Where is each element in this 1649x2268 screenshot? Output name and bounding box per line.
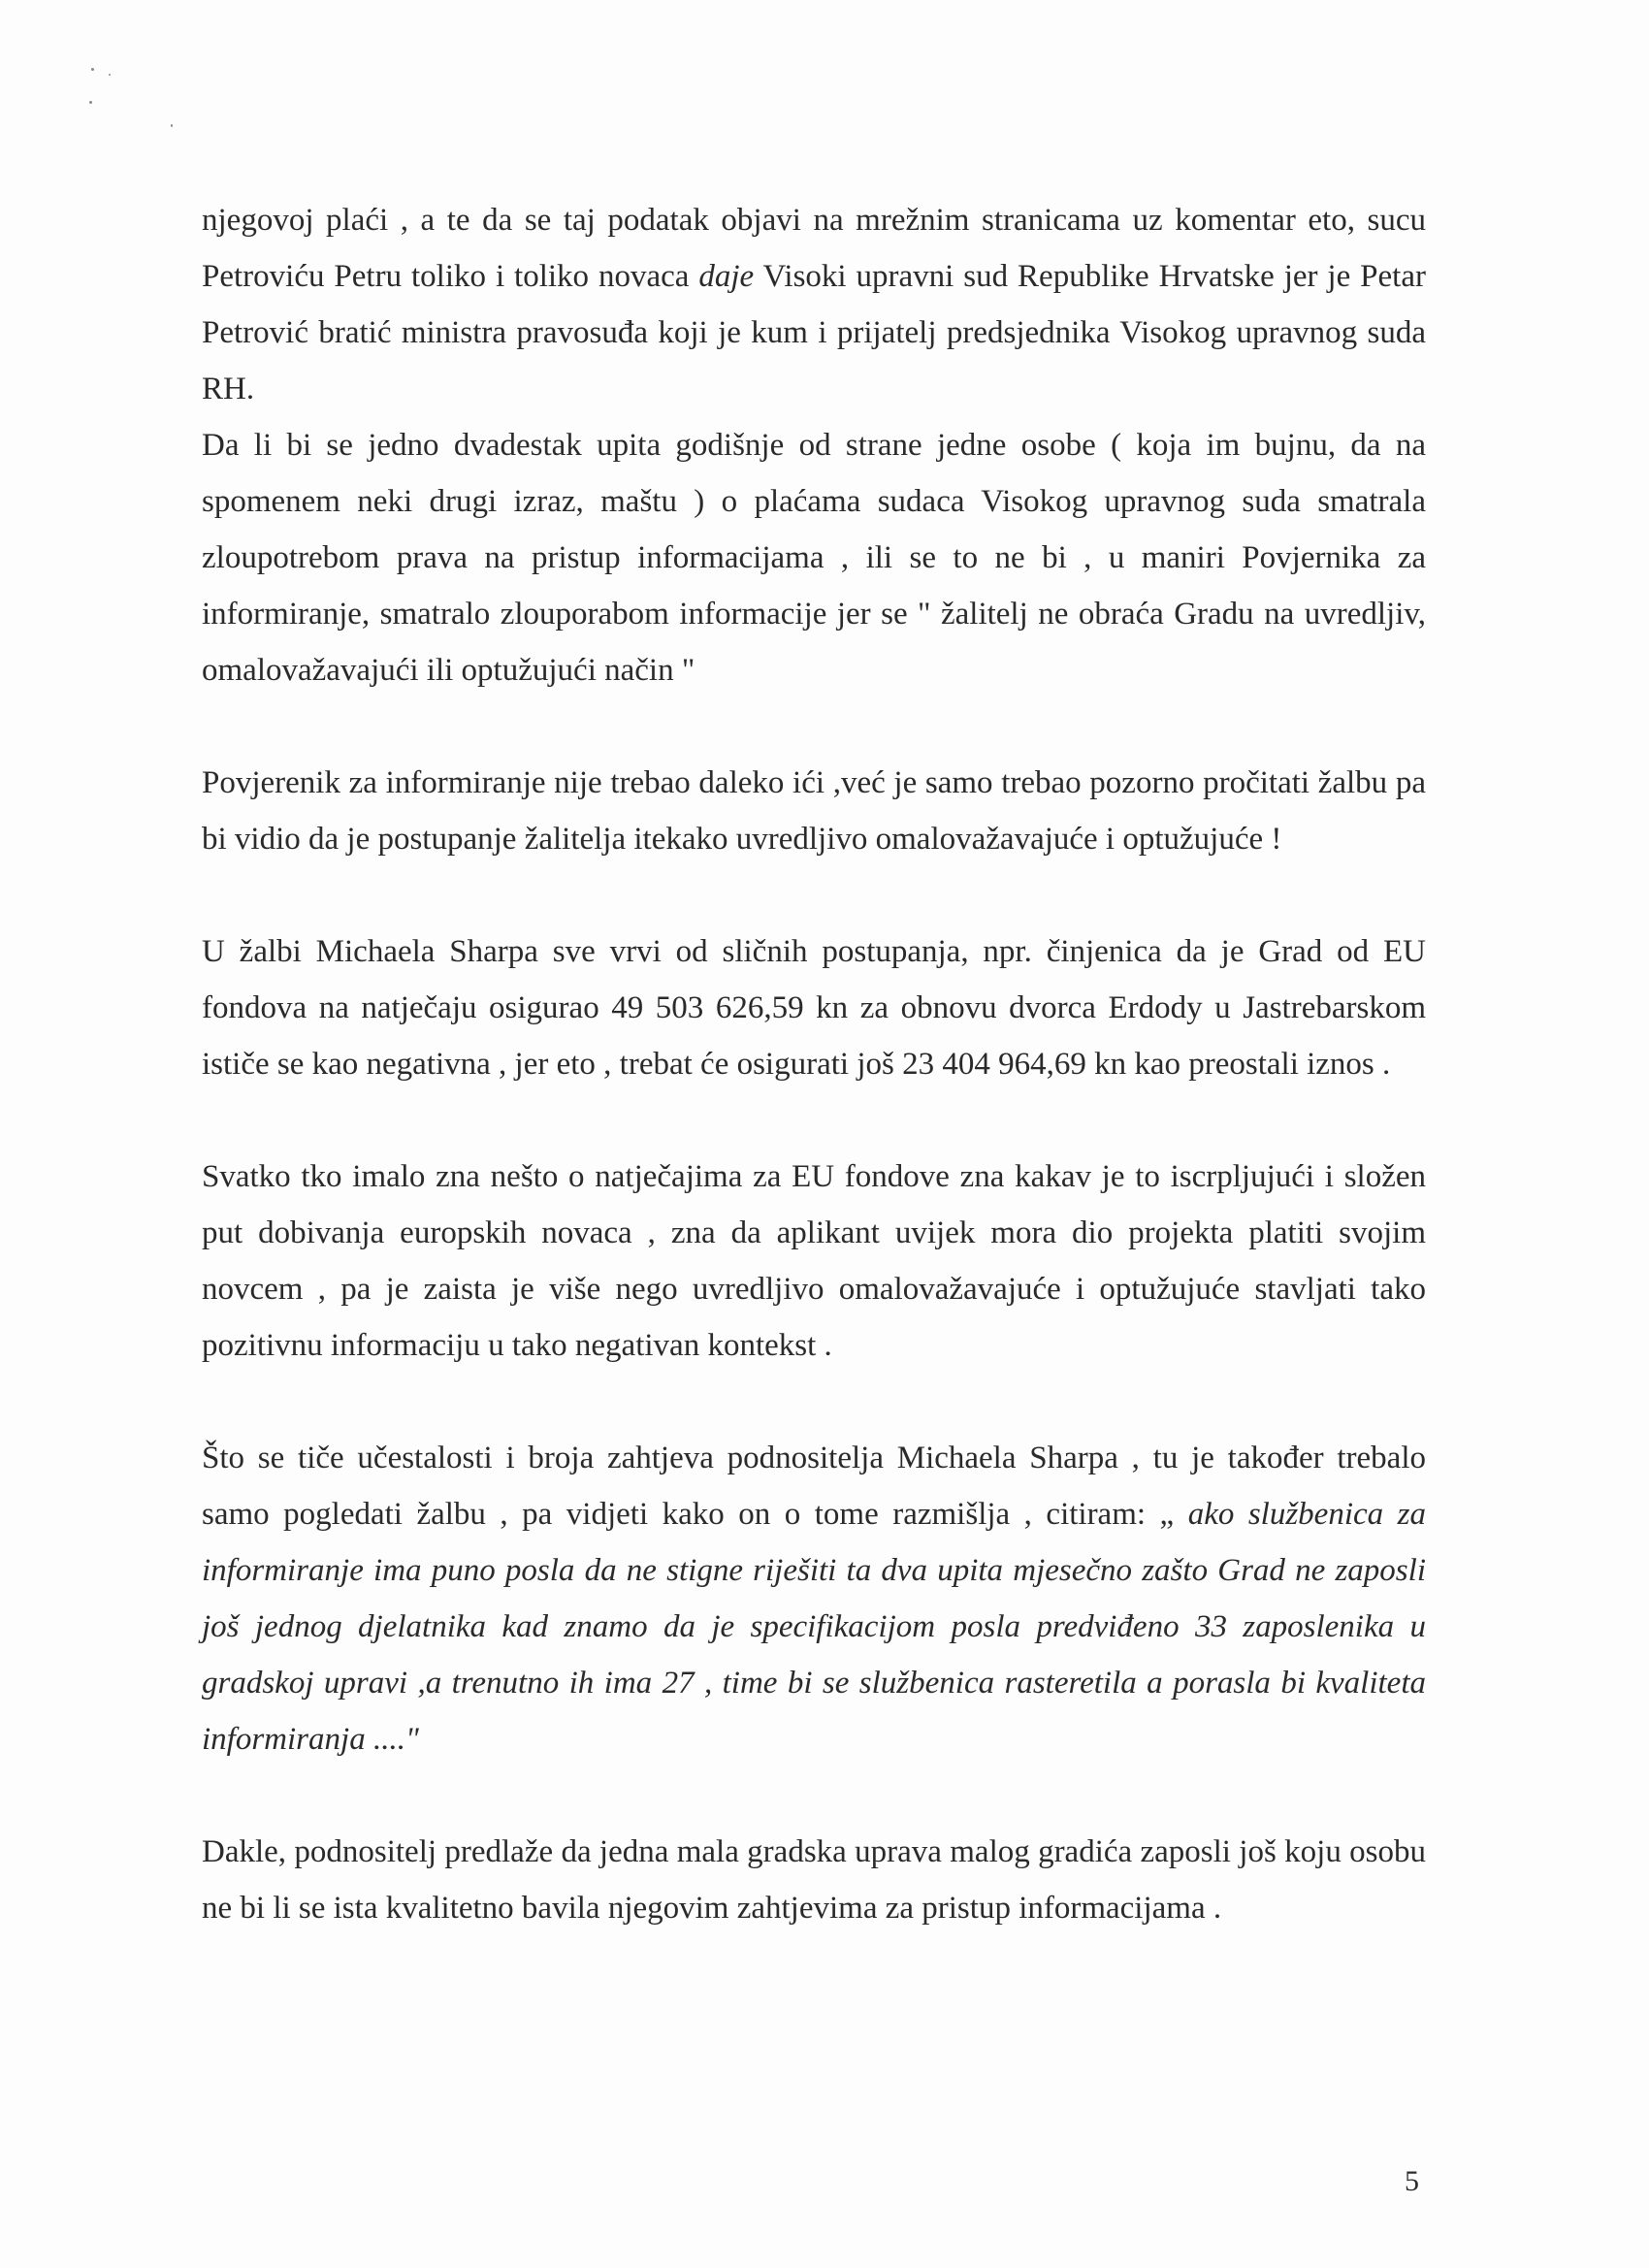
paragraph-gap <box>202 1767 1426 1824</box>
text-segment-italic: ako službenica za informiranje ima puno posla da ne stigne riješiti ta dva upita mjesečno zašto Grad ne zaposli još jednog djelatnika kad znamo da je specifikacijom posla predviđeno 33 zaposlenika u gradskoj upravi ,a trenutno ih ima 27 , time bi se službenica rasteretila a porasla bi kvaliteta informiranja ...." <box>202 1497 1426 1757</box>
paragraph-gap <box>202 867 1426 923</box>
text-segment: Što se tiče učestalosti i broja zahtjeva podnositelja Michaela Sharpa , tu je također trebalo samo pogledati žalbu , pa vidjeti kako on o tome razmišlja , citiram: „ <box>202 1441 1426 1532</box>
paragraph-6 <box>202 1430 1426 1767</box>
paragraph-5 <box>202 1149 1426 1374</box>
text-segment: U žalbi Michaela Sharpa sve vrvi od sličnih postupanja, npr. činjenica da je Grad od EU fondova na natječaju osigurao 49 503 626,59 kn za obnovu dvorca Erdody u Jastrebarskom ističe se kao negativna , jer eto , trebat će osigurati još 23 404 964,69 kn kao preostali iznos . <box>202 934 1426 1082</box>
scan-speck <box>109 74 111 76</box>
scan-speck <box>171 124 173 127</box>
text-segment: Povjerenik za informiranje nije trebao daleko ići ,već je samo trebao pozorno pročitati žalbu pa bi vidio da je postupanje žalitelja itekako uvredljivo omalovažavajuće i optužujuće ! <box>202 765 1426 857</box>
text-segment: Dakle, podnositelj predlaže da jedna mala gradska uprava malog gradića zaposli još koju osobu ne bi li se ista kvalitetno bavila njegovim zahtjevima za pristup informacijama . <box>202 1834 1426 1926</box>
paragraph-gap <box>202 698 1426 755</box>
paragraph-4 <box>202 923 1426 1092</box>
paragraph-1 <box>202 192 1426 417</box>
paragraph-gap <box>202 1374 1426 1430</box>
text-segment: Da li bi se jedno dvadestak upita godišnje od strane jedne osobe ( koja im bujnu, da na spomenem neki drugi izraz, maštu ) o plaćama sudaca Visokog upravnog suda smatrala zloupotrebom prava na pristup informacijama , ili se to ne bi , u maniri Povjernika za informiranje, smatralo zlouporabom informacije jer se " žalitelj ne obraća Gradu na uvredljiv, omalovažavajući ili optužujući način " <box>202 428 1426 688</box>
text-segment-italic: daje <box>698 259 755 294</box>
text-segment: Visoki upravni sud Republike Hrvatske jer je Petar Petrović bratić ministra pravosuđa koji je kum i prijatelj predsjednika Visokog upravnog suda RH. <box>202 259 1426 406</box>
page-number: 5 <box>1405 2165 1419 2197</box>
paragraph-gap <box>202 1092 1426 1149</box>
text-segment: Svatko tko imalo zna nešto o natječajima za EU fondove zna kakav je to iscrpljujući i složen put dobivanja europskih novaca , zna da aplikant uvijek mora dio projekta platiti svojim novcem , pa je zaista je više nego uvredljivo omalovažavajuće i optužujuće stavljati tako pozitivnu informaciju u tako negativan kontekst . <box>202 1159 1426 1363</box>
paragraph-2 <box>202 417 1426 698</box>
paragraph-3 <box>202 755 1426 867</box>
scan-speck <box>91 68 94 71</box>
text-segment: njegovoj plaći , a te da se taj podatak objavi na mrežnim stranicama uz komentar eto, sucu Petroviću Petru toliko i toliko novaca <box>202 203 1426 294</box>
paragraph-7 <box>202 1824 1426 1936</box>
scan-speck <box>89 101 92 104</box>
body-text <box>202 192 1426 1936</box>
